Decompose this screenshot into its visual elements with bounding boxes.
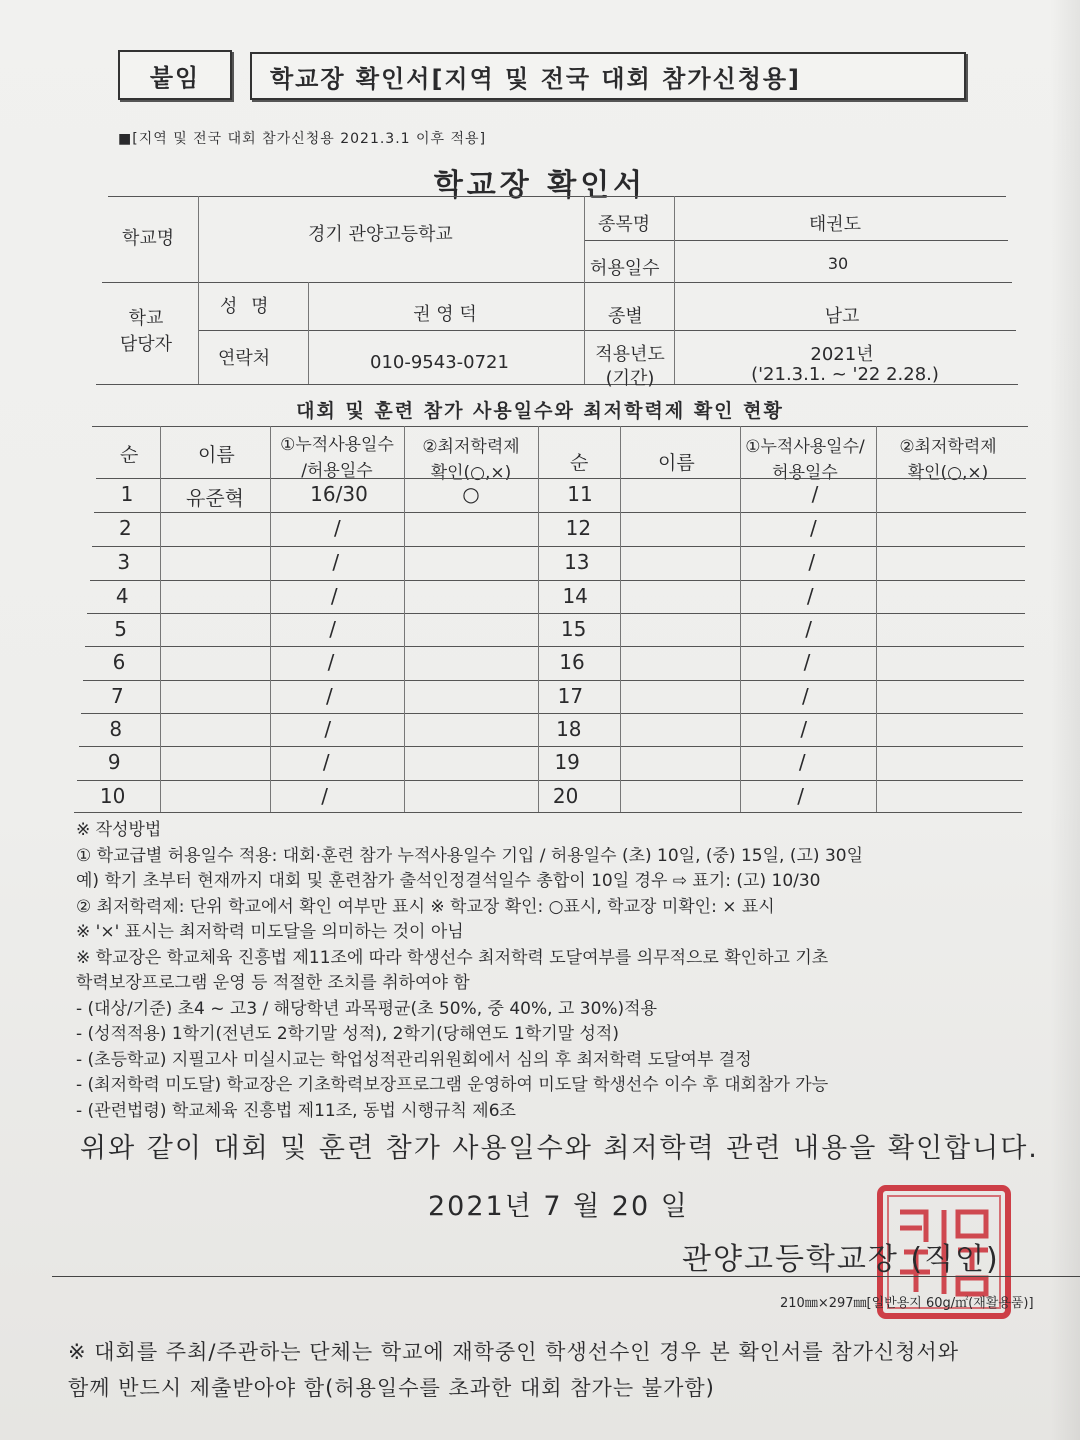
col-name-right: 이름 (658, 452, 695, 474)
table-cell-check (866, 684, 1016, 718)
table-cell-check (870, 617, 1020, 651)
table-cell-name (150, 684, 260, 718)
document-title-box: 학교장 확인서[지역 및 전국 대회 참가신청용] (250, 52, 966, 100)
table-cell-days: / (808, 550, 816, 574)
table-cell-no: 4 (115, 584, 129, 608)
table-cell-no: 2 (119, 516, 132, 540)
note-line: 학력보장프로그램 운영 등 적절한 조치를 취하여야 함 (76, 973, 470, 993)
table-cell-no: 6 (112, 650, 126, 674)
table-cell-days: / (329, 617, 336, 641)
col-check-left-l2: 확인(○,×) (430, 463, 512, 483)
table-cell-no: 17 (557, 684, 584, 708)
table-cell-name (146, 784, 256, 818)
col-check-right-l2: 확인(○,×) (907, 463, 989, 483)
allowed-days-label: 허용일수 (590, 258, 660, 279)
year-label-line2: (기간) (605, 368, 655, 389)
table-cell-days: / (798, 750, 806, 774)
page-edge-shadow (1050, 0, 1080, 1440)
table-cell-days: / (803, 650, 811, 674)
note-line: - (성적적용) 1학기(전년도 2학기말 성적), 2학기(당해연도 1학기말 성적) (76, 1024, 619, 1044)
paper-spec: 210㎜×297㎜[일반용지 60g/㎡(재활용품)] (780, 1296, 1034, 1311)
info-rule-event (584, 240, 1008, 241)
table-cell-check (394, 684, 528, 718)
table-cell-no: 11 (567, 482, 593, 506)
table-cell-days: / (810, 516, 817, 540)
info-vline-1 (198, 196, 199, 384)
note-line: - (대상/기준) 초4 ~ 고3 / 해당학년 과목평균(초 50%, 중 40%, 고 30%)적용 (76, 998, 658, 1019)
submission-note (68, 1334, 959, 1406)
table-cell-days: / (806, 584, 814, 608)
info-vline-3 (584, 196, 585, 384)
note-line: ※ '×' 표시는 최저학력 미도달을 의미하는 것이 아님 (76, 922, 464, 942)
table-cell-check (396, 650, 530, 684)
table-cell-no: 19 (554, 750, 580, 774)
table-cell-name (610, 684, 728, 718)
table-cell-check (401, 550, 535, 584)
main-title: 학교장 확인서 (433, 168, 647, 203)
table-cell-name (607, 750, 725, 784)
person-name-value: 권 영 덕 (413, 304, 477, 325)
table-cell-check: ○ (462, 482, 480, 506)
year-label-line1: 적용년도 (595, 344, 665, 365)
table-cell-days: / (327, 650, 335, 674)
attachment-label: 붙임 (118, 50, 232, 100)
table-cell-name (606, 784, 724, 818)
table-cell-days: / (805, 617, 812, 641)
event-label: 종목명 (598, 214, 651, 235)
table-cell-days: / (811, 482, 819, 506)
table-cell-name (155, 584, 265, 618)
table-cell-check (393, 717, 527, 751)
table-cell-name (612, 650, 730, 684)
table-cell-check (876, 482, 1026, 516)
table-cell-no: 14 (562, 584, 588, 608)
table-cell-days: / (326, 684, 333, 708)
table-cell-name (157, 550, 267, 584)
col-days-left-l2: /허용일수 (301, 461, 373, 481)
table-cell-no: 10 (99, 784, 126, 808)
school-name-label: 학교명 (122, 228, 175, 249)
note-line: ① 학교급별 허용일수 적용: 대회·훈련 참가 누적사용일수 기입 / 허용일수 (초) 10일, (중) 15일, (고) 30일 (76, 845, 864, 866)
col-days-left-l1: ①누적사용일수 (280, 435, 394, 455)
confirmation-statement: 위와 같이 대회 및 훈련 참가 사용일수와 최저학력 관련 내용을 확인합니다. (80, 1133, 1039, 1164)
table-cell-days: / (332, 550, 340, 574)
col-name-left: 이름 (198, 444, 235, 466)
note-line: - (관련법령) 학교체육 진흥법 제11조, 동법 시행규칙 제6조 (76, 1100, 516, 1121)
table-cell-name (158, 516, 268, 550)
table-cell-check (865, 717, 1015, 751)
manager-label-line2: 담당자 (119, 334, 173, 355)
table-cell-no: 18 (556, 717, 582, 741)
table-cell-check (868, 650, 1018, 684)
table-cell-no: 15 (560, 617, 587, 641)
table-cell-days: / (800, 717, 808, 741)
table-cell-days: / (321, 784, 328, 808)
table-cell-name (154, 617, 264, 651)
table-cell-check (402, 516, 536, 550)
table-cell-no: 13 (564, 550, 590, 574)
table-cell-days: / (330, 584, 338, 608)
note-line: 예) 학기 초부터 현재까지 대회 및 훈련참가 출석인정결석일수 총합이 10일 경우 ⇨ 표기: (고) 10/30 (76, 871, 821, 891)
table-cell-check (398, 617, 532, 651)
submission-note-line2: 함께 반드시 제출받아야 함(허용일수를 초과한 대회 참가는 불가함) (68, 1376, 715, 1400)
table-cell-name (152, 650, 262, 684)
table-cell-check (873, 550, 1023, 584)
info-vline-2 (308, 282, 309, 384)
table-cell-no: 16 (559, 650, 585, 674)
table-cell-name (620, 482, 738, 516)
note-line: ※ 작성방법 (76, 820, 162, 840)
table-cell-check (871, 584, 1021, 618)
col-check-left-l1: ②최저학력제 (422, 437, 520, 457)
table-cell-days: / (322, 750, 330, 774)
col-no-right: 순 (570, 452, 589, 474)
table-cell-check (874, 516, 1024, 550)
col-check-right-l1: ②최저학력제 (899, 437, 997, 457)
category-label: 종별 (608, 306, 643, 327)
status-section-title: 대회 및 훈련 참가 사용일수와 최저학력제 확인 현황 (296, 400, 784, 422)
footer-rule (52, 1276, 1080, 1277)
table-cell-check (399, 584, 533, 618)
principal-signature-line: 관양고등학교장 (직인) (682, 1242, 1000, 1277)
table-cell-name (615, 584, 733, 618)
year-value-line1: 2021년 (810, 344, 874, 365)
table-cell-no: 1 (120, 482, 134, 506)
info-vline-4 (674, 196, 675, 384)
note-line: - (최저학력 미도달) 학교장은 기초학력보장프로그램 운영하여 미도달 학생선수 이수 후 대회참가 가능 (76, 1075, 829, 1095)
note-line: ※ 학교장은 학교체육 진흥법 제11조에 따라 학생선수 최저학력 도달여부를 의무적으로 확인하고 기초 (76, 947, 829, 968)
table-cell-no: 7 (111, 684, 124, 708)
col-days-right-l1: ①누적사용일수/ (745, 437, 865, 457)
table-cell-no: 9 (107, 750, 121, 774)
event-value: 태권도 (808, 214, 862, 235)
table-cell-name: 유준혁 (186, 486, 244, 510)
writing-notes (76, 818, 863, 1124)
contact-value: 010-9543-0721 (370, 352, 509, 373)
category-value: 남고 (824, 306, 860, 327)
school-name-value: 경기 관양고등학교 (308, 224, 453, 245)
table-cell-check (390, 784, 524, 818)
issue-date: 2021년 7 월 20 일 (428, 1191, 689, 1222)
submission-note-line1: ※ 대회를 주최/주관하는 단체는 학교에 재학중인 학생선수인 경우 본 확인서를 참가신청서와 (68, 1340, 960, 1364)
table-cell-days: / (324, 717, 332, 741)
table-cell-check (863, 750, 1013, 784)
applicability-note: ■[지역 및 전국 대회 참가신청용 2021.3.1 이후 적용] (118, 131, 487, 147)
year-value-line2: ('21.3.1. ~ '22 2.28.) (751, 364, 939, 385)
table-cell-name (149, 717, 259, 751)
table-cell-no: 5 (114, 617, 127, 641)
person-name-label: 성 명 (220, 296, 273, 317)
col-days-right-l2: 허용일수 (772, 463, 838, 483)
info-rule-school (102, 282, 1012, 283)
status-table-top-rule (92, 426, 1028, 427)
manager-label-line1: 학교 (128, 308, 164, 329)
info-table-top-rule (108, 196, 1006, 197)
table-row-rule (96, 478, 1026, 479)
table-cell-no: 8 (109, 717, 123, 741)
table-cell-check (862, 784, 1012, 818)
table-cell-name (617, 550, 735, 584)
table-cell-days: 16/30 (310, 482, 368, 506)
note-line: ② 최저학력제: 단위 학교에서 확인 여부만 표시 ※ 학교장 확인: ○표시, 학교장 미확인: × 표시 (76, 896, 775, 917)
table-cell-no: 20 (552, 784, 579, 808)
table-cell-name (614, 617, 732, 651)
allowed-days-value: 30 (827, 254, 849, 273)
note-line: - (초등학교) 지필고사 미실시교는 학업성적관리위원회에서 심의 후 최저학력 도달여부 결정 (76, 1049, 752, 1070)
table-cell-days: / (797, 784, 804, 808)
table-cell-name (147, 750, 257, 784)
table-cell-no: 12 (565, 516, 592, 540)
table-cell-days: / (334, 516, 341, 540)
info-rule-name (198, 330, 1016, 331)
table-cell-no: 3 (117, 550, 131, 574)
table-cell-name (618, 516, 736, 550)
table-cell-days: / (802, 684, 809, 708)
col-no-left: 순 (120, 444, 139, 466)
table-cell-name (609, 717, 727, 751)
contact-label: 연락처 (218, 348, 271, 369)
table-cell-check (391, 750, 525, 784)
